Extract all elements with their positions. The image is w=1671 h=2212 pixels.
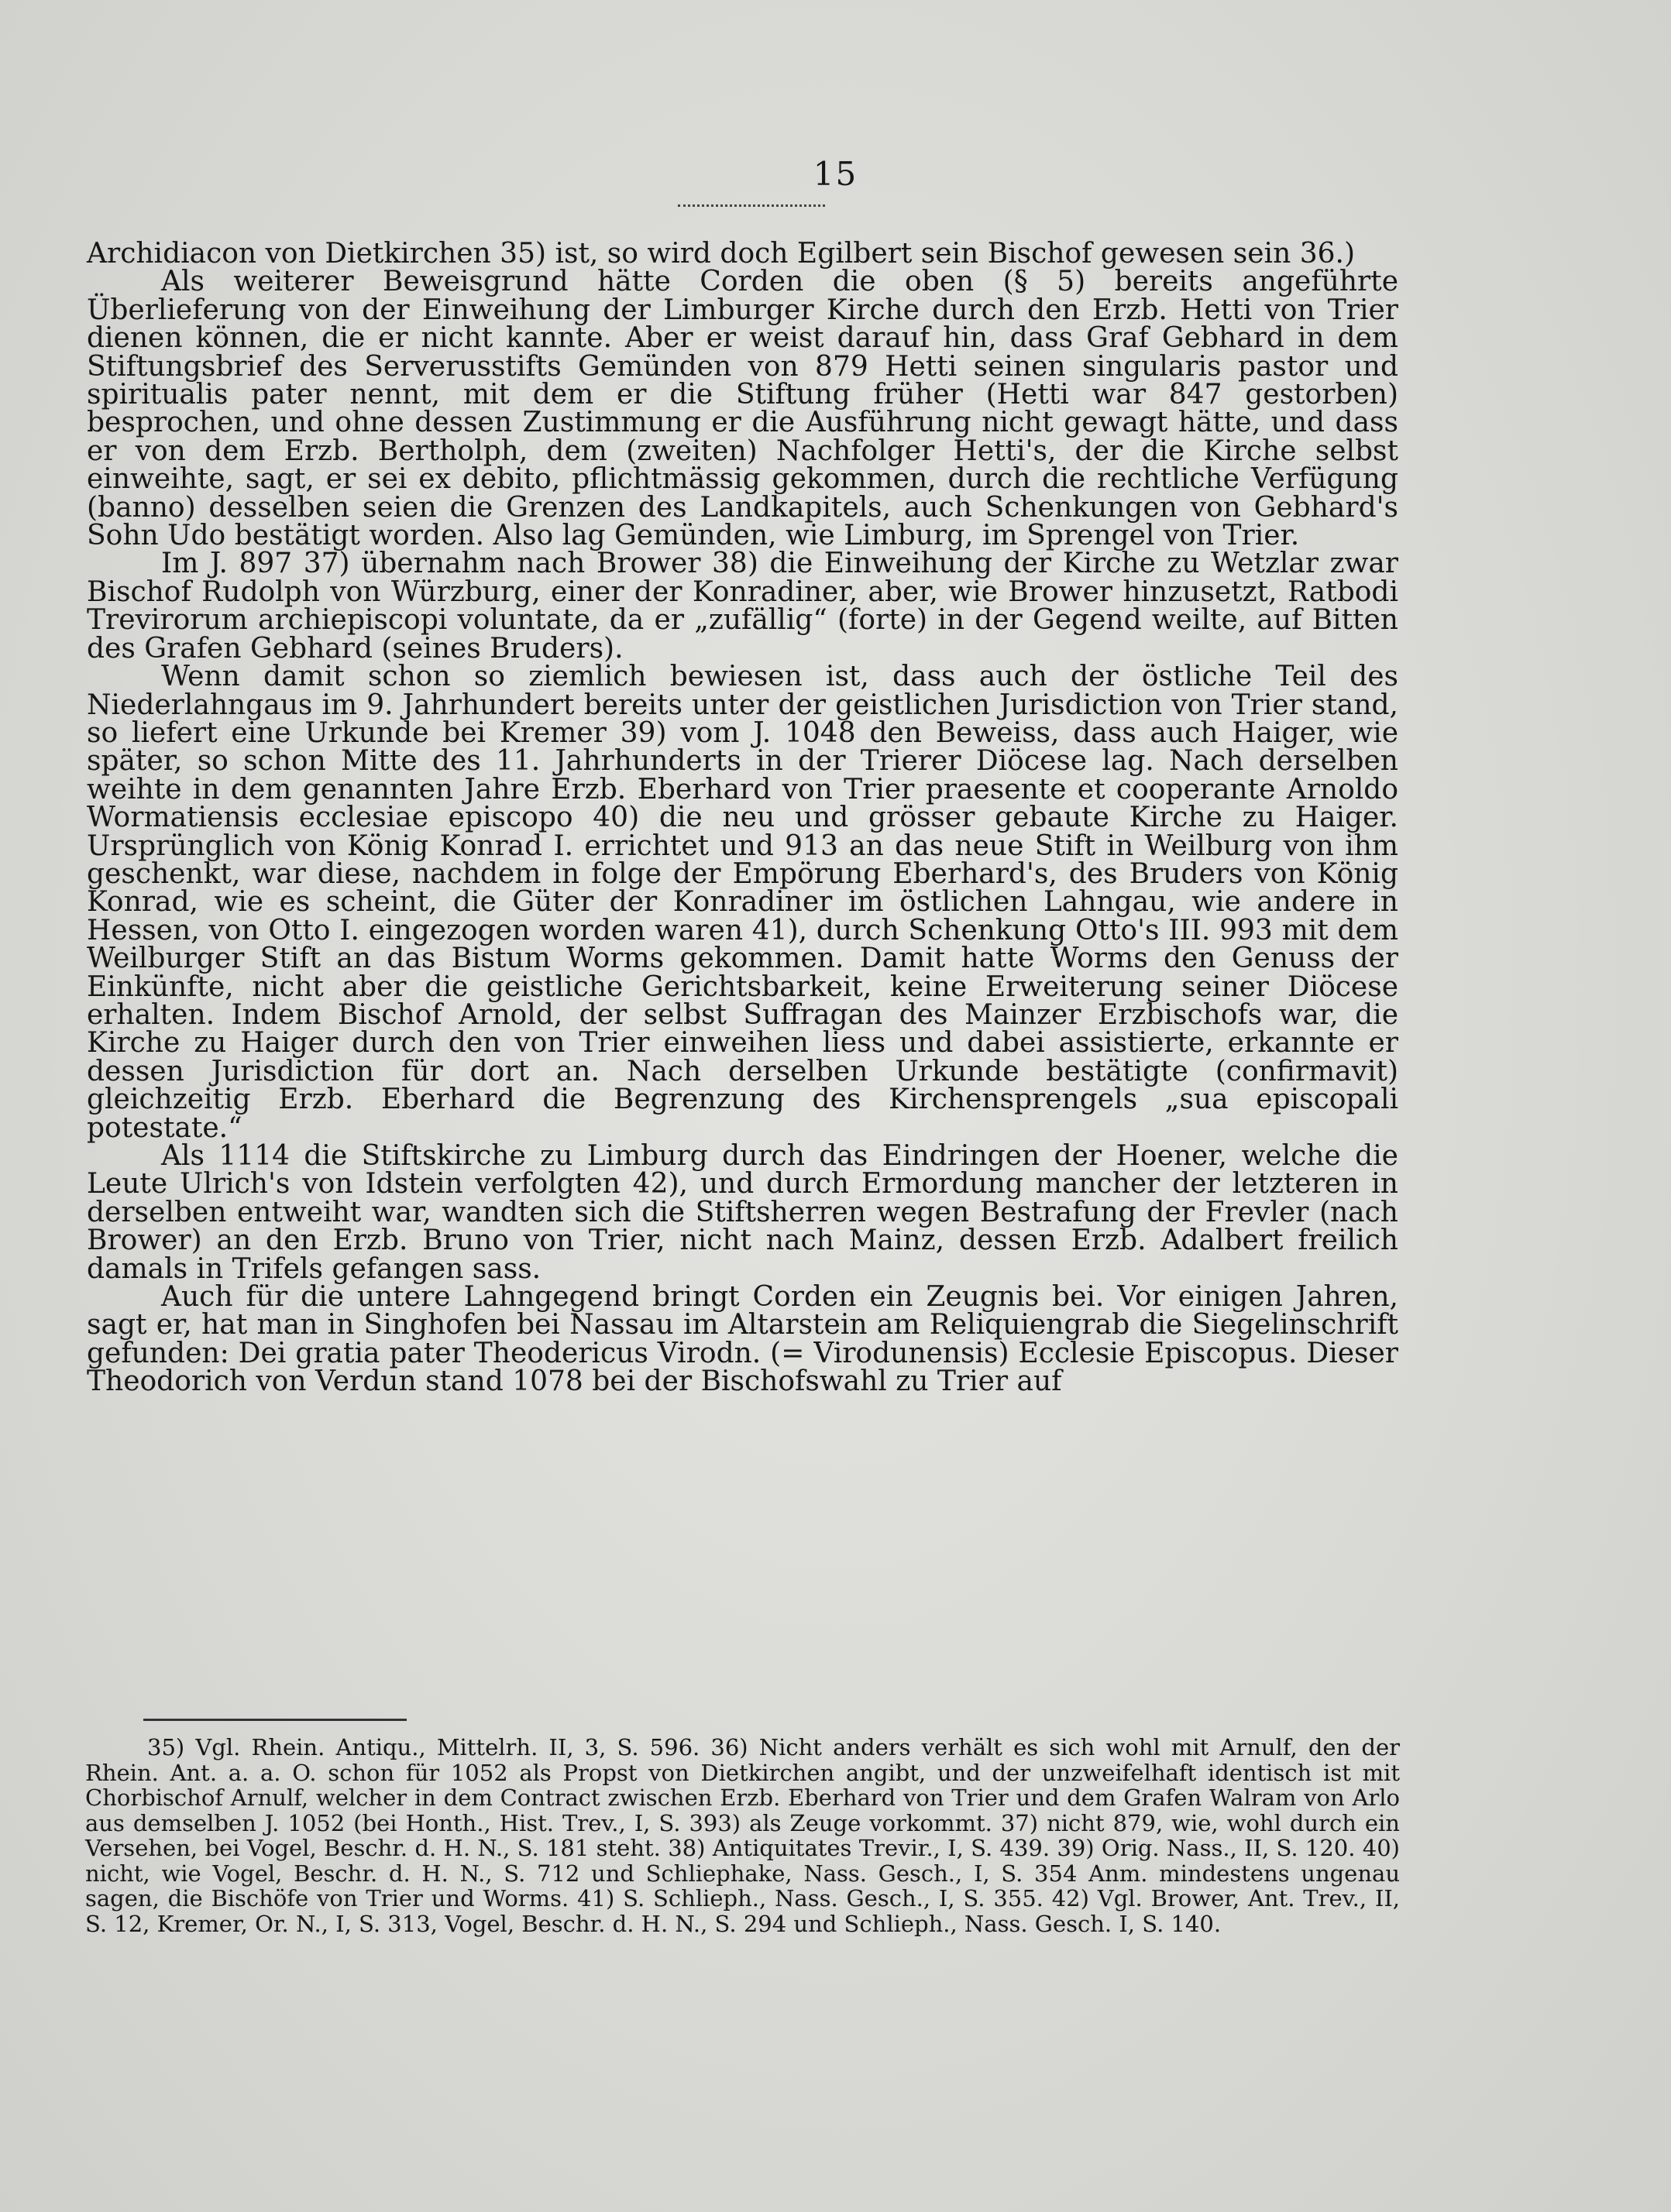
paragraph: Archidiacon von Dietkirchen 35) ist, so wird doch Egilbert sein Bischof gewesen sein 36.): [87, 238, 1355, 270]
footnote-rule: [143, 1719, 407, 1721]
footnote-text: 35) Vgl. Rhein. Antiqu., Mittelrh. II, 3, S. 596. 36) Nicht anders verhält es sich wohl mit Arnulf, den der Rhein. Ant. a. a. O. schon für 1052 als Propst von Dietkirchen angibt, und der unzweifelhaft identisch ist mit Chorbischof Arnulf, welcher in dem Contract zwischen Erzb. Eberhard von Trier und dem Grafen Walram von Arlo aus demselben J. 1052 (bei Honth., Hist. Trev., I, S. 393) als Zeuge vorkommt. 37) nicht 879, wie, wohl durch ein Versehen, bei Vogel, Beschr. d. H. N., S. 181 steht. 38) Antiquitates Trevir., I, S. 439. 39) Orig. Nass., II, S. 120. 40) nicht, wie Vogel, Beschr. d. H. N., S. 712 und Schliephake, Nass. Gesch., I, S. 354 Anm. mindestens ungenau sagen, die Bischöfe von Trier und Worms. 41) S. Schlieph., Nass. Gesch., I, S. 355. 42) Vgl. Brower, Ant. Trev., II, S. 12, Kremer, Or. N., I, S. 313, Vogel, Beschr. d. H. N., S. 294 und Schlieph., Nass. Gesch. I, S. 140.: [85, 1734, 1400, 1937]
paragraph: Als weiterer Beweisgrund hätte Corden die oben (§ 5) bereits angeführte Überlieferung von der Einweihung der Limburger Kirche durch den Erzb. Hetti von Trier dienen können, die er nicht kannte. Aber er weist darauf hin, dass Graf Gebhard in dem Stiftungsbrief des Serverusstifts Gemünden von 879 Hetti seinen singularis pastor und spiritualis pater nennt, mit dem er die Stiftung früher (Hetti war 847 gestorben) besprochen, und ohne dessen Zustimmung er die Ausführung nicht gewagt hätte, und dass er von dem Erzb. Bertholph, dem (zweiten) Nachfolger Hetti's, der die Kirche selbst einweihte, sagt, er sei ex debito, pflichtmässig gekommen, durch die rechtliche Verfügung (banno) desselben seien die Grenzen des Landkapitels, auch Schenkungen von Gebhard's Sohn Udo bestätigt worden. Also lag Gemünden, wie Limburg, im Sprengel von Trier.: [87, 266, 1398, 552]
body-text: [87, 240, 1398, 1396]
paragraph: Im J. 897 37) übernahm nach Brower 38) die Einweihung der Kirche zu Wetzlar zwar Bischof Rudolph von Würzburg, einer der Konradiner, aber, wie Brower hinzusetzt, Ratbodi Trevirorum archiepiscopi voluntate, da er „zufällig“ (forte) in der Gegend weilte, auf Bitten des Grafen Gebhard (seines Bruders).: [87, 548, 1398, 665]
paragraph: Auch für die untere Lahngegend bringt Corden ein Zeugnis bei. Vor einigen Jahren, sagt er, hat man in Singhofen bei Nassau im Altarstein am Reliquiengrab die Siegelinschrift gefunden: Dei gratia pater Theodericus Virodn. (= Virodunensis) Ecclesie Episcopus. Dieser Theodorich von Verdun stand 1078 bei der Bischofswahl zu Trier auf: [87, 1281, 1398, 1398]
paragraph: Wenn damit schon so ziemlich bewiesen ist, dass auch der östliche Teil des Niederlahngaus im 9. Jahrhundert bereits unter der geistlichen Jurisdiction von Trier stand, so liefert eine Urkunde bei Kremer 39) vom J. 1048 den Beweiss, dass auch Haiger, wie später, so schon Mitte des 11. Jahrhunderts in der Trierer Diöcese lag. Nach derselben weihte in dem genannten Jahre Erzb. Eberhard von Trier praesente et cooperante Arnoldo Wormatiensis ecclesiae episcopo 40) die neu und grösser gebaute Kirche zu Haiger. Ursprünglich von König Konrad I. errichtet und 913 an das neue Stift in Weilburg von ihm geschenkt, war diese, nachdem in folge der Empörung Eberhard's, des Bruders von König Konrad, wie es scheint, die Güter der Konradiner im östlichen Lahngau, wie andere in Hessen, von Otto I. eingezogen worden waren 41), durch Schenkung Otto's III. 993 mit dem Weilburger Stift an das Bistum Worms gekommen. Damit hatte Worms den Genuss der Einkünfte, nicht aber die geistliche Gerichtsbarkeit, keine Erweiterung seiner Diöcese erhalten. Indem Bischof Arnold, der selbst Suffragan des Mainzer Erzbischofs war, die Kirche zu Haiger durch den von Trier einweihen liess und dabei assistierte, erkannte er dessen Jurisdiction für dort an. Nach derselben Urkunde bestätigte (confirmavit) gleichzeitig Erzb. Eberhard die Begrenzung des Kirchensprengels „sua episcopali potestate.“: [87, 661, 1398, 1144]
footnotes: [85, 1735, 1400, 1936]
page-number: 15: [813, 155, 858, 193]
ornament-divider: [678, 195, 825, 207]
paragraph: Als 1114 die Stiftskirche zu Limburg durch das Eindringen der Hoener, welche die Leute Ulrich's von Idstein verfolgten 42), und durch Ermordung mancher der letzteren in derselben entweiht war, wandten sich die Stiftsherren wegen Bestrafung der Frevler (nach Brower) an den Erzb. Bruno von Trier, nicht nach Mainz, dessen Erzb. Adalbert freilich damals in Trifels gefangen sass.: [87, 1140, 1398, 1285]
